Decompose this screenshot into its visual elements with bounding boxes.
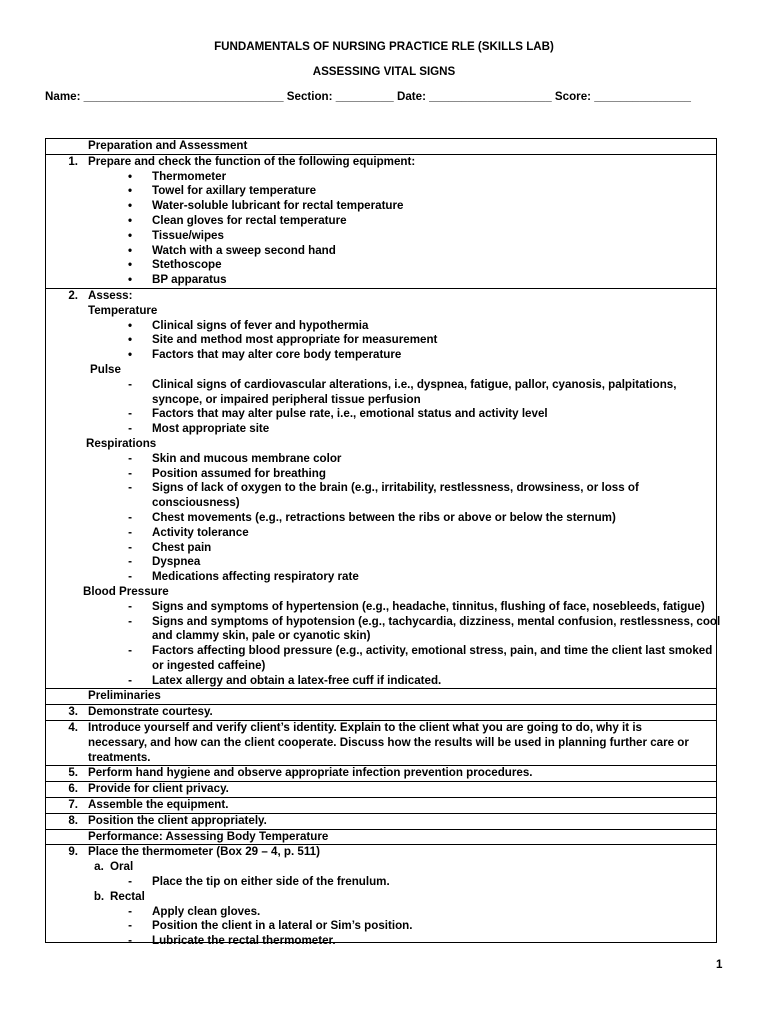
list-item: • Factors that may alter core body temperature	[127, 348, 402, 362]
section-row-preparation	[46, 139, 716, 154]
table-row	[46, 844, 716, 949]
list-item: - Factors that may alter pulse rate, i.e., emotional status and activity level	[128, 407, 548, 421]
step-text: Place the thermometer (Box 29 – 4, p. 511)	[88, 845, 320, 859]
list-item: - Position the client in a lateral or Sim’s position.	[128, 919, 413, 933]
step-text: treatments.	[88, 750, 151, 764]
table-row	[46, 797, 716, 813]
list-item: - Signs of lack of oxygen to the brain (e.g., irritability, restlessness, drowsiness, or loss of consciousness)	[128, 481, 639, 510]
step-text: Prepare and check the function of the following equipment:	[88, 154, 416, 168]
step-text: Perform hand hygiene and observe appropriate infection prevention procedures.	[88, 766, 533, 780]
step-number: 1.	[68, 154, 78, 168]
equipment-list	[88, 170, 716, 288]
list-item: - Medications affecting respiratory rate	[128, 570, 359, 584]
step-number: 8.	[68, 813, 78, 827]
step-text: Assess:	[88, 288, 133, 302]
list-item: - Signs and symptoms of hypertension (e.g., headache, tinnitus, flushing of face, nosebleeds, fatigue)	[128, 599, 705, 613]
step-number: 2.	[68, 288, 78, 302]
list-item: - Factors affecting blood pressure (e.g., activity, emotional stress, pain, and time the client last smoked or ingested caffeine)	[128, 644, 713, 672]
category-heading-respirations: Respirations	[86, 436, 157, 450]
sub-step-oral: a. Oral	[94, 860, 134, 874]
section-heading: Preparation and Assessment	[88, 139, 248, 152]
list-item: - Signs and symptoms of hypotension (e.g., tachycardia, dizziness, mental confusion, restlessness, cool and clammy skin, pale or cyanotic skin)	[128, 614, 721, 643]
list-item: • BP apparatus	[127, 273, 227, 287]
section-row-preliminaries	[46, 688, 716, 704]
step-text: Provide for client privacy.	[88, 782, 229, 796]
list-item: - Place the tip on either side of the frenulum.	[128, 875, 390, 889]
student-info-line: Name: _______________________________ Section: _________ Date: ___________________ Score: _______________	[45, 90, 691, 103]
list-item: • Site and method most appropriate for measurement	[127, 333, 438, 347]
list-item: - Position assumed for breathing	[128, 466, 326, 480]
list-item: - Most appropriate site	[128, 422, 270, 436]
table-row	[46, 704, 716, 720]
step-number: 6.	[68, 782, 78, 796]
list-item: - Chest pain	[128, 540, 212, 554]
section-heading: Performance: Assessing Body Temperature	[88, 829, 329, 843]
table-row	[46, 720, 716, 765]
step-text: Assemble the equipment.	[88, 798, 229, 812]
section-heading: Preliminaries	[88, 689, 161, 703]
list-item: - Chest movements (e.g., retractions between the ribs or above or below the sternum)	[128, 510, 616, 524]
list-item: • Clean gloves for rectal temperature	[127, 213, 347, 227]
step-number: 9.	[68, 845, 78, 859]
list-item: - Apply clean gloves.	[128, 904, 261, 918]
page-number: 1	[716, 958, 723, 971]
list-item: - Latex allergy and obtain a latex-free cuff if indicated.	[128, 673, 442, 687]
step-text: Position the client appropriately.	[88, 813, 267, 827]
list-item: • Tissue/wipes	[127, 228, 224, 242]
list-item: • Towel for axillary temperature	[127, 184, 317, 198]
category-heading-pulse: Pulse	[90, 362, 121, 376]
category-heading-temperature: Temperature	[88, 303, 158, 317]
document-subtitle: ASSESSING VITAL SIGNS	[312, 65, 456, 78]
list-item: - Clinical signs of cardiovascular alterations, i.e., dyspnea, fatigue, pallor, cyanosis, palpitations, syncope, or impaired peripheral tissue perfusion	[128, 377, 677, 406]
step-number: 7.	[68, 798, 78, 812]
list-item: • Stethoscope	[127, 258, 222, 272]
list-item: • Water-soluble lubricant for rectal temperature	[127, 199, 404, 213]
step-number: 5.	[68, 766, 78, 780]
table-row	[46, 288, 721, 689]
table-row	[46, 813, 716, 829]
section-row-performance	[46, 829, 716, 845]
list-item: - Lubricate the rectal thermometer.	[128, 934, 336, 948]
category-heading-blood-pressure: Blood Pressure	[83, 584, 169, 598]
step-text: Demonstrate courtesy.	[88, 705, 213, 719]
table-row	[46, 154, 716, 288]
list-item: • Clinical signs of fever and hypothermia	[127, 318, 369, 332]
sub-step-rectal: b. Rectal	[93, 889, 145, 903]
list-item: - Dyspnea	[128, 555, 201, 569]
table-row	[46, 765, 716, 781]
checklist-table	[45, 138, 721, 948]
step-text: necessary, and how can the client cooperate. Discuss how the results will be used in planning further care or	[88, 735, 689, 749]
list-item: • Watch with a sweep second hand	[127, 243, 336, 257]
step-number: 4.	[68, 721, 78, 735]
step-text: Introduce yourself and verify client’s identity. Explain to the client what you are going to do, why it is	[88, 721, 643, 735]
step-number: 3.	[68, 705, 78, 719]
list-item: - Activity tolerance	[128, 525, 249, 539]
list-item: - Skin and mucous membrane color	[128, 451, 342, 465]
table-row	[46, 781, 716, 797]
list-item: • Thermometer	[127, 169, 227, 183]
document-title: FUNDAMENTALS OF NURSING PRACTICE RLE (SKILLS LAB)	[214, 40, 554, 53]
